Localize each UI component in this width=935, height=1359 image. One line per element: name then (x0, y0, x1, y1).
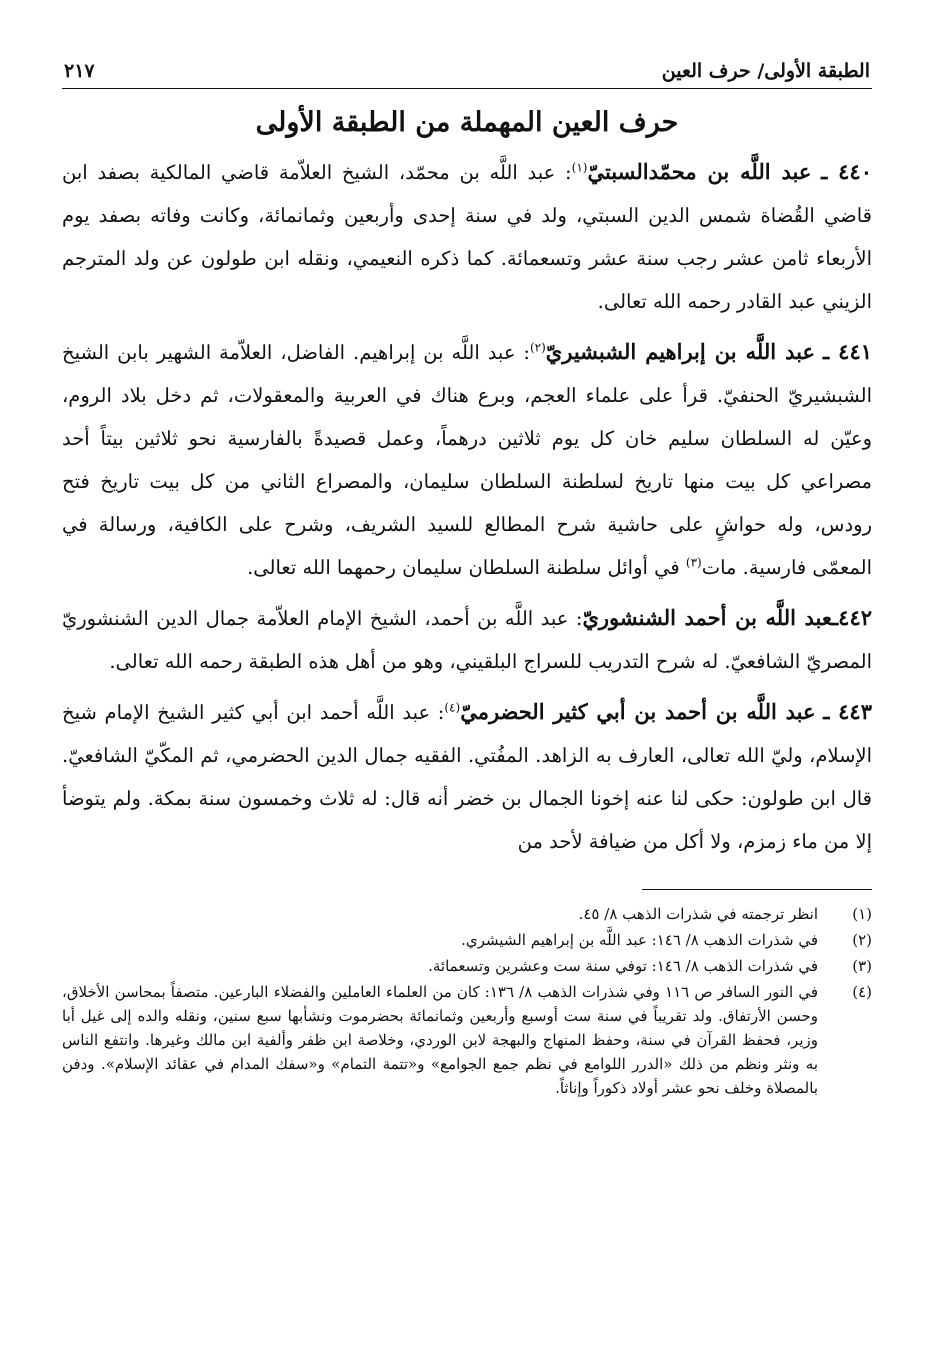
header-rule (62, 88, 872, 89)
footnote-text: في شذرات الذهب ٨/ ١٤٦: توفي سنة ست وعشرين وتسعمائة. (428, 957, 818, 975)
footnote (62, 954, 872, 978)
footnote-number: (٤) (852, 983, 872, 1001)
entry-number: ٤٤٠ ـ (821, 159, 872, 184)
entry-text: : عبد اللَّه بن محمّد، الشيخ العلاّمة قاضي المالكية بصفد ابن قاضي القُضاة شمس الدين السبتي، ولد في سنة إحدى وأربعين وثمانمائة، وكانت وفاته بصفد يوم الأربعاء ثامن عشر رجب سنة عشر وتسعمائة. كما ذكره النعيمي، ونقله ابن طولون عن ولد المترجم الزيني عبد القادر رحمه الله تعالى. (62, 161, 872, 313)
footnote (62, 928, 872, 952)
entry-name: عبد اللَّه بن أحمد بن أبي كثير الحضرميّ (460, 699, 816, 724)
entry-number: ٤٤١ ـ (822, 339, 873, 364)
book-page (62, 60, 872, 1102)
footnote-number: (٢) (852, 931, 872, 949)
footnote (62, 902, 872, 926)
entry-440 (62, 150, 872, 323)
section-title: حرف العين المهملة من الطبقة الأولى (255, 107, 679, 138)
page-number: ٢١٧ (64, 60, 95, 82)
entry-name: عبد اللَّه بن محمّدالسبتيّ (587, 159, 812, 184)
footnote-text: انظر ترجمته في شذرات الذهب ٨/ ٤٥. (578, 905, 818, 923)
footnote (62, 980, 872, 1100)
footnote-rule (642, 889, 872, 890)
entry-text-continued: في أوائل سلطنة السلطان سليمان رحمهما الله تعالى. (247, 556, 686, 579)
entry-443 (62, 690, 872, 863)
footnote-ref[interactable]: (٢) (529, 340, 546, 355)
entry-text: : عبد اللَّه أحمد ابن أبي كثير الشيخ الإمام شيخ الإسلام، وليّ الله تعالى، العارف به الزاهد. المفُتي. الفقيه جمال الدين الحضرمي، ثم المكّيّ الشافعيّ. قال ابن طولون: حكى لنا عنه إخونا الجمال بن خضر أنه قال: له ثلاث وخمسون سنة بمكة. ولم يتوضأ إلا من ماء زمزم، ولا أكل من ضيافة لأحد من (62, 701, 872, 853)
footnote-text: في النور السافر ص ١١٦ وفي شذرات الذهب ٨/ ١٣٦: كان من العلماء العاملين والفضلاء البارعين. متصفاً بمحاسن الأخلاق، وحسن الأرتفاق. ولد تقريباً في سنة ست أوسبع وأربعين وثمانمائة بحضرموت ونشأبها سبع سنين، ونقله والده إلى غيل أبا وزير، فحفظ القرآن في سنة، وحفظ المنهاج والبهجة لابن الوردي، وخلاصة ابن ظفر وألفية ابن مالك وغيرها. وانتفع الناس به ونثر ونظم من ذلك «الدرر اللوامع في نظم جمع الجوامع» و«تتمة التمام» و«سفك المدام في عقائد الإسلام». ودفن بالمصلاة وخلف نحو عشر أولاد ذكوراً وإناثاً. (62, 983, 818, 1097)
footnote-number: (١) (852, 905, 872, 923)
entry-441 (62, 330, 872, 589)
entry-442 (62, 596, 872, 683)
footnote-ref[interactable]: (٣) (685, 555, 702, 570)
footnote-ref[interactable]: (٤) (444, 700, 461, 715)
entry-number: ٤٤٢ـ (832, 605, 873, 630)
entry-text: : عبد اللَّه بن أحمد، الشيخ الإمام العلاّمة جمال الدين الشنشوريّ المصريّ الشافعيّ. له شرح التدريب للسراج البلقيني، وهو من أهل هذه الطبقة رحمه الله تعالى. (62, 607, 872, 673)
entry-text: : عبد اللَّه بن إبراهيم. الفاضل، العلاّمة الشهير بابن الشيخ الشبشيريّ الحنفيّ. قرأ على علماء العجم، وبرع هناك في العربية والمعقولات، ثم دخل بلاد الروم، وعيّن له السلطان سليم خان كل يوم ثلاثين درهماً، وعمل قصيدةً بالفارسية نحو ثلاثين بيتاً أحد مصراعي كل بيت منها تاريخ لسلطنة السلطان سليمان، والمصراع الثاني من كل بيت تاريخ فتح رودس، وله حواشٍ على حاشية شرح المطالع للسيد الشريف، وشرح على الكافية، ورسالة في المعمّى فارسية. مات (62, 341, 872, 579)
footnote-text: في شذرات الذهب ٨/ ١٤٦: عبد اللَّه بن إبراهيم الشيشري. (461, 931, 818, 949)
footnotes (62, 902, 872, 1100)
running-header (62, 60, 872, 88)
entry-name: عبد اللَّه بن إبراهيم الشبشيريّ (545, 339, 816, 364)
running-title: الطبقة الأولى/ حرف العين (661, 60, 870, 82)
entry-name: عبد اللَّه بن أحمد الشنشوريّ (582, 605, 833, 630)
footnote-number: (٣) (852, 957, 872, 975)
footnote-ref[interactable]: (١) (571, 160, 588, 175)
entry-number: ٤٤٣ ـ (823, 699, 872, 724)
